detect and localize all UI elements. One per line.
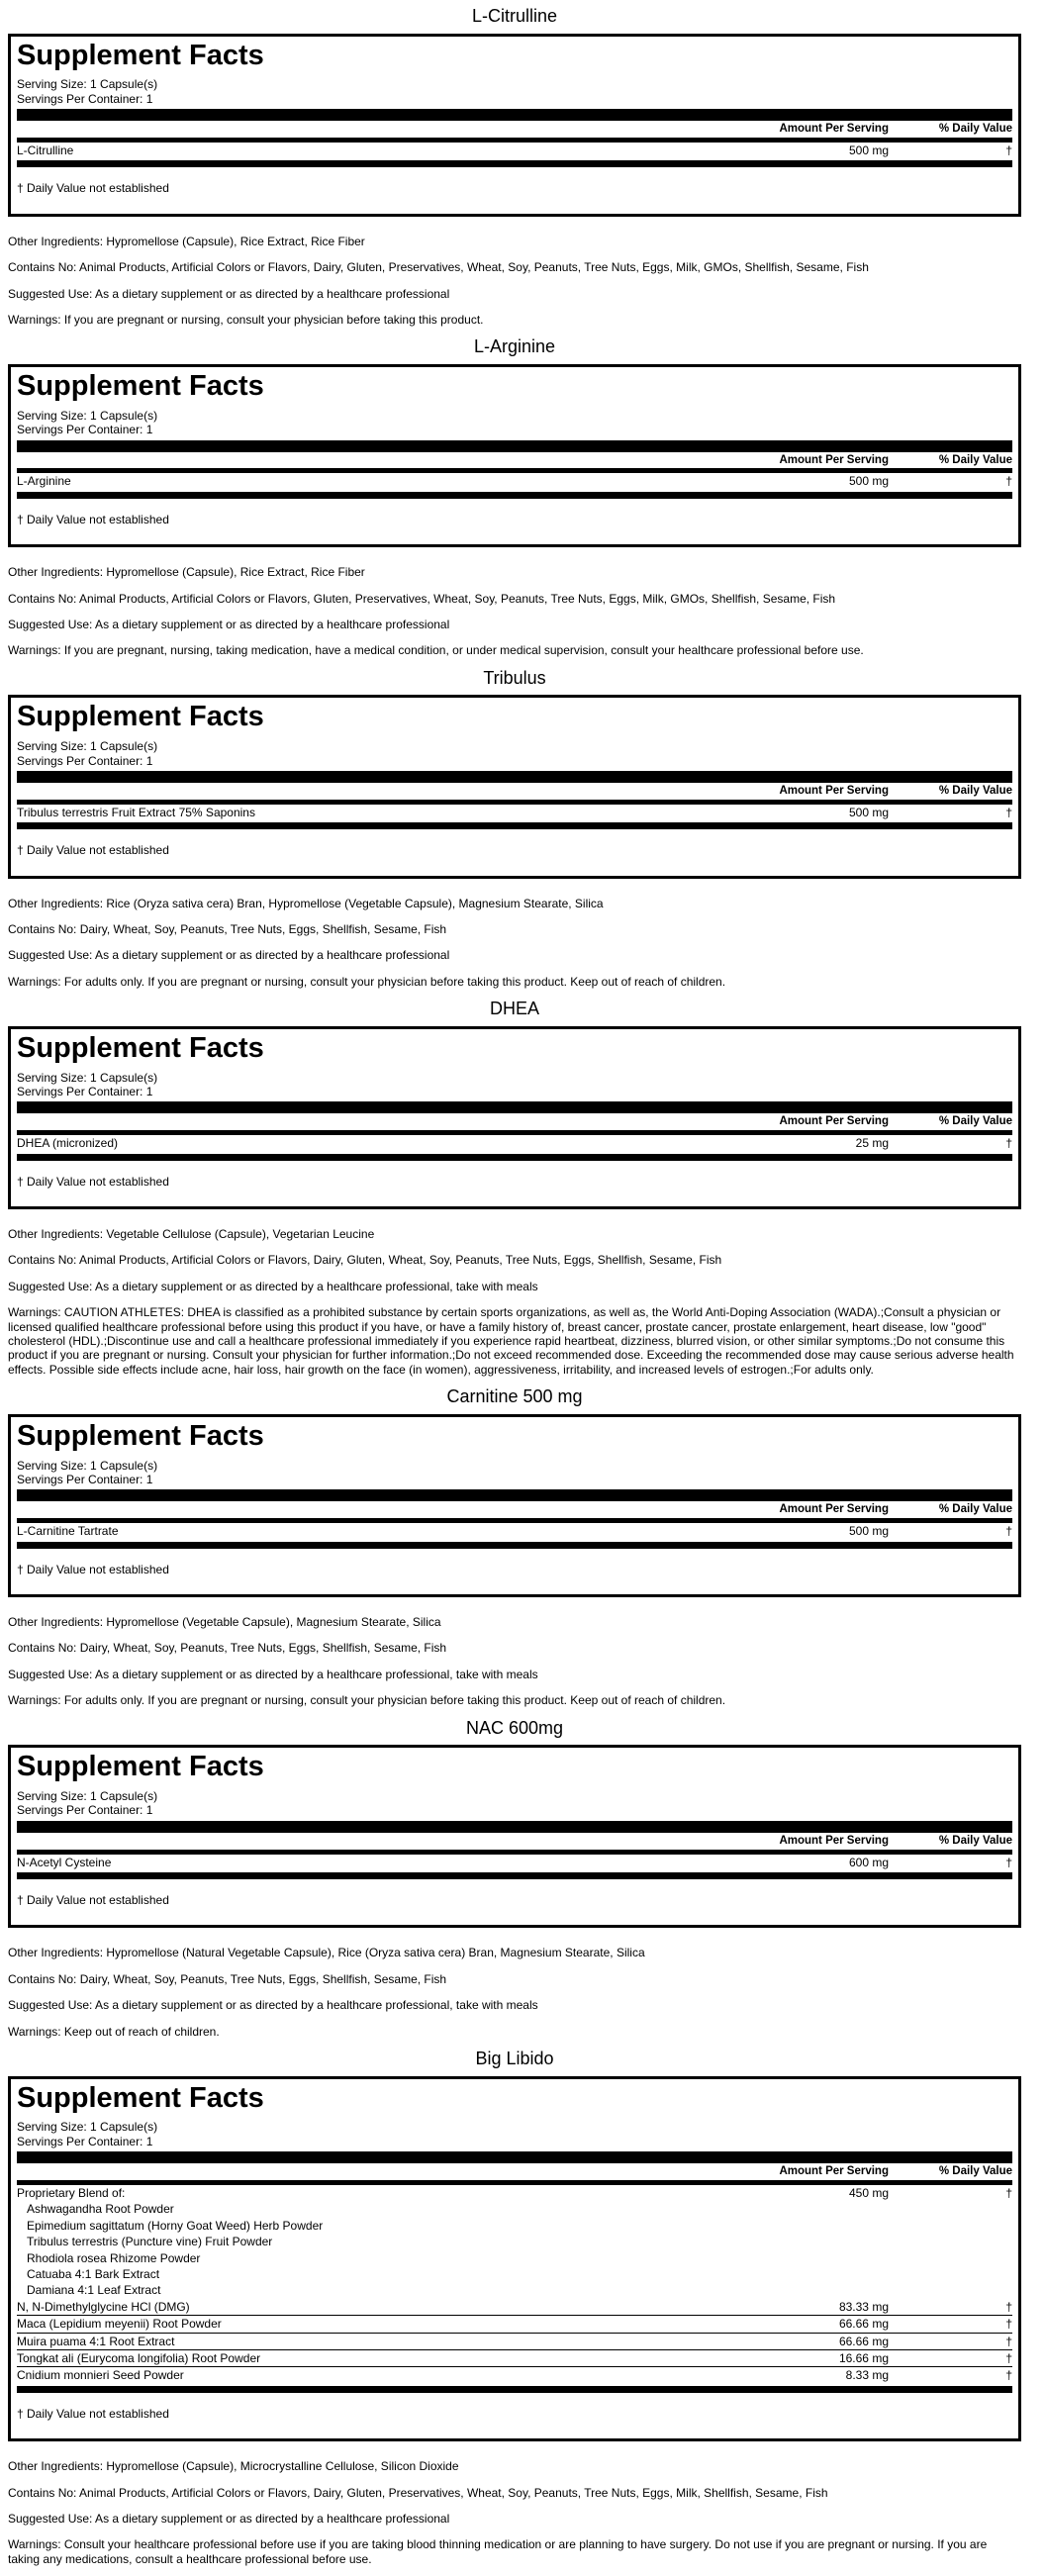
amount-per-serving-header: Amount Per Serving — [779, 2165, 889, 2178]
ingredient-row — [17, 2234, 1012, 2249]
ingredient-name: Epimedium sagittatum (Horny Goat Weed) Herb Powder — [27, 2218, 324, 2233]
other-ingredients: Other Ingredients: Rice (Oryza sativa cera) Bran, Hypromellose (Vegetable Capsule), Magnesium Stearate, Silica — [8, 896, 604, 910]
facts-heading: Supplement Facts — [17, 1751, 264, 1783]
ingredient-daily-value: † — [1005, 1855, 1012, 1869]
facts-column-headers — [17, 783, 1012, 800]
divider-bottom — [17, 160, 1012, 167]
ingredient-row — [17, 2349, 1012, 2366]
serving-size: Serving Size: 1 Capsule(s) — [17, 2120, 158, 2135]
daily-value-note: † Daily Value not established — [17, 1174, 169, 1189]
ingredient-amount: 500 mg — [848, 143, 889, 158]
ingredient-amount: 83.33 mg — [838, 2299, 889, 2314]
facts-column-headers — [17, 121, 1012, 138]
facts-heading: Supplement Facts — [17, 1419, 264, 1452]
contains-no: Contains No: Animal Products, Artificial Colors or Flavors, Dairy, Gluten, Preservatives, Wheat, Soy, Peanuts, Tree Nuts, Eggs, Milk, Shellfish, Sesame, Fish — [8, 2485, 828, 2500]
contains-no: Contains No: Dairy, Wheat, Soy, Peanuts, Tree Nuts, Eggs, Shellfish, Sesame, Fish — [8, 1971, 447, 1986]
supplement-facts-panel — [8, 1745, 1021, 1928]
daily-value-header: % Daily Value — [938, 123, 1012, 136]
supplement-facts-panel — [8, 1026, 1021, 1209]
servings-per-container: Servings Per Container: 1 — [17, 1085, 153, 1099]
warnings: Warnings: Consult your healthcare professional before use if you are taking blood thinning medication or are planning to have surgery. Do not use if you are pregnant or nursing. If you are taking any medications, consult a healthcare professional before use. — [8, 2537, 988, 2566]
contains-no: Contains No: Dairy, Wheat, Soy, Peanuts, Tree Nuts, Eggs, Shellfish, Sesame, Fish — [8, 1641, 447, 1656]
ingredient-amount: 16.66 mg — [838, 2350, 889, 2365]
divider-thick — [17, 2151, 1012, 2163]
contains-no: Contains No: Animal Products, Artificial Colors or Flavors, Dairy, Gluten, Wheat, Soy, Peanuts, Tree Nuts, Eggs, Shellfish, Sesame, Fish — [8, 1253, 722, 1268]
suggested-use: Suggested Use: As a dietary supplement or as directed by a healthcare professional, take with meals — [8, 1279, 538, 1293]
ingredient-amount: 66.66 mg — [838, 2334, 889, 2348]
amount-per-serving-header: Amount Per Serving — [779, 1503, 889, 1516]
ingredient-row — [17, 138, 1012, 158]
other-ingredients: Other Ingredients: Vegetable Cellulose (Capsule), Vegetarian Leucine — [8, 1227, 375, 1242]
product-title: Big Libido — [475, 2049, 554, 2068]
amount-per-serving-header: Amount Per Serving — [779, 453, 889, 466]
ingredient-name: N, N-Dimethylglycine HCl (DMG) — [17, 2299, 190, 2314]
divider-thick — [17, 440, 1012, 452]
product-title: L-Arginine — [473, 336, 556, 357]
servings-per-container: Servings Per Container: 1 — [17, 1803, 153, 1818]
facts-column-headers — [17, 452, 1012, 469]
product-section — [8, 336, 1021, 657]
suggested-use: Suggested Use: As a dietary supplement or as directed by a healthcare professional — [8, 948, 450, 963]
daily-value-note: † Daily Value not established — [17, 1562, 169, 1576]
divider-thick — [17, 1489, 1012, 1501]
product-title: NAC 600mg — [465, 1717, 564, 1738]
facts-heading: Supplement Facts — [17, 701, 264, 733]
ingredient-row — [17, 2266, 1012, 2282]
ingredient-name: DHEA (micronized) — [17, 1136, 119, 1151]
ingredient-row — [17, 1518, 1012, 1539]
ingredient-amount: 25 mg — [855, 1136, 889, 1151]
ingredient-amount: 450 mg — [848, 2186, 889, 2201]
product-title: L-Citrulline — [471, 6, 558, 26]
daily-value-header: % Daily Value — [938, 453, 1012, 466]
daily-value-header: % Daily Value — [938, 2165, 1012, 2178]
product-section — [8, 668, 1021, 989]
facts-column-headers — [17, 1833, 1012, 1850]
warnings: Warnings: Keep out of reach of children. — [8, 2024, 220, 2039]
ingredient-name: Rhodiola rosea Rhizome Powder — [27, 2250, 201, 2265]
divider-thick — [17, 1101, 1012, 1113]
warnings: Warnings: If you are pregnant or nursing, consult your physician before taking this product. — [8, 313, 484, 328]
daily-value-header: % Daily Value — [938, 1503, 1012, 1516]
ingredient-name: L-Arginine — [17, 474, 71, 489]
ingredient-name: Tongkat ali (Eurycoma longifolia) Root Powder — [17, 2350, 261, 2365]
amount-per-serving-header: Amount Per Serving — [779, 1115, 889, 1128]
amount-per-serving-header: Amount Per Serving — [779, 1834, 889, 1847]
daily-value-header: % Daily Value — [938, 1115, 1012, 1128]
ingredient-row — [17, 2218, 1012, 2234]
ingredient-daily-value: † — [1005, 474, 1012, 489]
other-ingredients: Other Ingredients: Hypromellose (Capsule), Microcrystalline Cellulose, Silicon Dioxide — [8, 2459, 459, 2474]
ingredient-row — [17, 2366, 1012, 2383]
ingredient-daily-value: † — [1005, 2317, 1012, 2332]
facts-column-headers — [17, 2163, 1012, 2180]
facts-heading: Supplement Facts — [17, 370, 264, 402]
ingredient-daily-value: † — [1005, 2368, 1012, 2383]
daily-value-note: † Daily Value not established — [17, 181, 169, 196]
serving-size: Serving Size: 1 Capsule(s) — [17, 1789, 158, 1804]
divider-bottom — [17, 1872, 1012, 1879]
other-ingredients: Other Ingredients: Hypromellose (Natural Vegetable Capsule), Rice (Oryza sativa cera) Bran, Magnesium Stearate, Silica — [8, 1946, 645, 1960]
supplement-facts-panel — [8, 34, 1021, 217]
ingredient-row — [17, 2299, 1012, 2315]
ingredient-row — [17, 800, 1012, 820]
divider-bottom — [17, 492, 1012, 499]
servings-per-container: Servings Per Container: 1 — [17, 423, 153, 437]
warnings: Warnings: If you are pregnant, nursing, taking medication, have a medical condition, or under medical supervision, consult your healthcare professional before use. — [8, 643, 864, 658]
ingredient-name: Cnidium monnieri Seed Powder — [17, 2368, 184, 2383]
suggested-use: Suggested Use: As a dietary supplement or as directed by a healthcare professional — [8, 618, 450, 632]
ingredient-row — [17, 468, 1012, 489]
ingredient-row — [17, 2180, 1012, 2201]
other-ingredients: Other Ingredients: Hypromellose (Capsule), Rice Extract, Rice Fiber — [8, 565, 365, 580]
facts-heading: Supplement Facts — [17, 39, 264, 71]
divider-thick — [17, 771, 1012, 783]
divider-bottom — [17, 2386, 1012, 2393]
daily-value-note: † Daily Value not established — [17, 512, 169, 526]
serving-size: Serving Size: 1 Capsule(s) — [17, 1070, 158, 1085]
ingredient-daily-value: † — [1005, 2186, 1012, 2201]
ingredient-name: N-Acetyl Cysteine — [17, 1855, 112, 1869]
amount-per-serving-header: Amount Per Serving — [779, 785, 889, 798]
contains-no: Contains No: Animal Products, Artificial Colors or Flavors, Gluten, Preservatives, Wheat, Soy, Peanuts, Tree Nuts, Eggs, Milk, GMOs, Shellfish, Sesame, Fish — [8, 591, 836, 606]
serving-size: Serving Size: 1 Capsule(s) — [17, 77, 158, 92]
servings-per-container: Servings Per Container: 1 — [17, 1473, 153, 1487]
warnings: Warnings: For adults only. If you are pregnant or nursing, consult your physician before taking this product. Keep out of reach of children. — [8, 974, 726, 989]
ingredient-name: Maca (Lepidium meyenii) Root Powder — [17, 2317, 222, 2332]
ingredient-name: Proprietary Blend of: — [17, 2186, 126, 2201]
ingredient-daily-value: † — [1005, 1136, 1012, 1151]
daily-value-note: † Daily Value not established — [17, 843, 169, 858]
ingredient-name: Tribulus terrestris Fruit Extract 75% Saponins — [17, 805, 255, 819]
ingredient-name: Ashwagandha Root Powder — [27, 2202, 174, 2217]
supplement-facts-panel — [8, 2076, 1021, 2442]
servings-per-container: Servings Per Container: 1 — [17, 753, 153, 768]
ingredient-row — [17, 2315, 1012, 2332]
ingredient-name: Tribulus terrestris (Puncture vine) Fruit Powder — [27, 2235, 273, 2249]
other-ingredients: Other Ingredients: Hypromellose (Capsule), Rice Extract, Rice Fiber — [8, 234, 365, 248]
ingredient-amount: 500 mg — [848, 474, 889, 489]
facts-column-headers — [17, 1501, 1012, 1518]
ingredient-row — [17, 1130, 1012, 1151]
ingredient-row — [17, 2201, 1012, 2217]
divider-bottom — [17, 822, 1012, 829]
supplement-facts-panel — [8, 695, 1021, 878]
ingredient-name: Muira puama 4:1 Root Extract — [17, 2334, 175, 2348]
ingredient-amount: 8.33 mg — [845, 2368, 889, 2383]
daily-value-note: † Daily Value not established — [17, 1893, 169, 1908]
ingredient-amount: 500 mg — [848, 805, 889, 819]
product-section — [8, 1718, 1021, 2039]
divider-thick — [17, 1821, 1012, 1833]
servings-per-container: Servings Per Container: 1 — [17, 91, 153, 106]
warnings: Warnings: For adults only. If you are pregnant or nursing, consult your physician before taking this product. Keep out of reach of children. — [8, 1693, 726, 1708]
daily-value-note: † Daily Value not established — [17, 2406, 169, 2421]
ingredient-daily-value: † — [1005, 2350, 1012, 2365]
product-section — [8, 1386, 1021, 1707]
contains-no: Contains No: Animal Products, Artificial Colors or Flavors, Dairy, Gluten, Preservatives, Wheat, Soy, Peanuts, Tree Nuts, Eggs, Milk, GMOs, Shellfish, Sesame, Fish — [8, 260, 869, 275]
warnings: Warnings: CAUTION ATHLETES: DHEA is classified as a prohibited substance by certain sports organizations, as well as, the World Anti-Doping Association (WADA).;Consult a physician or licensed qualified healthcare professional before using this product if you have, or have a family history of, breast cancer, prostate cancer, prostate enlargement, heart disease, low "good" cholesterol (HDL).;Discontinue use and call a healthcare professional immediately if you experience rapid heartbeat, dizziness, blurred vision, or other similar symptoms.;Do not consume this product if you are pregnant or nursing. Consult your physician for further information.;Do not exceed recommended dose. Exceeding the recommended dose may cause serious adverse health effects. Possible side effects include acne, hair loss, hair growth on the face (in women), aggressiveness, irritability, and increased levels of estrogen.;For adults only. — [8, 1305, 1014, 1377]
divider-bottom — [17, 1154, 1012, 1161]
servings-per-container: Servings Per Container: 1 — [17, 2134, 153, 2148]
daily-value-header: % Daily Value — [938, 785, 1012, 798]
suggested-use: Suggested Use: As a dietary supplement or as directed by a healthcare professional — [8, 2511, 450, 2526]
contains-no: Contains No: Dairy, Wheat, Soy, Peanuts, Tree Nuts, Eggs, Shellfish, Sesame, Fish — [8, 922, 447, 937]
divider-bottom — [17, 1542, 1012, 1549]
ingredient-daily-value: † — [1005, 1524, 1012, 1539]
ingredient-row — [17, 2250, 1012, 2266]
product-title: Carnitine 500 mg — [446, 1386, 583, 1407]
supplement-facts-panel — [8, 1414, 1021, 1597]
ingredient-daily-value: † — [1005, 805, 1012, 819]
ingredient-daily-value: † — [1005, 143, 1012, 158]
product-title: DHEA — [489, 999, 539, 1019]
suggested-use: Suggested Use: As a dietary supplement or as directed by a healthcare professional — [8, 286, 450, 301]
ingredient-name: L-Citrulline — [17, 143, 74, 158]
ingredient-amount: 500 mg — [848, 1524, 889, 1539]
divider-thick — [17, 109, 1012, 121]
ingredient-row — [17, 1850, 1012, 1870]
product-title: Tribulus — [483, 667, 546, 688]
ingredient-daily-value: † — [1005, 2334, 1012, 2348]
ingredient-name: L-Carnitine Tartrate — [17, 1524, 119, 1539]
facts-column-headers — [17, 1113, 1012, 1130]
product-section — [8, 6, 1021, 327]
suggested-use: Suggested Use: As a dietary supplement or as directed by a healthcare professional, take with meals — [8, 1998, 538, 2013]
facts-heading: Supplement Facts — [17, 1031, 264, 1064]
daily-value-header: % Daily Value — [938, 1834, 1012, 1847]
product-section — [8, 2049, 1021, 2566]
ingredient-amount: 600 mg — [848, 1855, 889, 1869]
ingredient-amount: 66.66 mg — [838, 2317, 889, 2332]
serving-size: Serving Size: 1 Capsule(s) — [17, 1458, 158, 1473]
ingredient-row — [17, 2282, 1012, 2298]
product-section — [8, 999, 1021, 1377]
ingredient-row — [17, 2333, 1012, 2349]
serving-size: Serving Size: 1 Capsule(s) — [17, 739, 158, 754]
supplement-facts-panel — [8, 364, 1021, 547]
ingredient-name: Damiana 4:1 Leaf Extract — [27, 2283, 161, 2298]
serving-size: Serving Size: 1 Capsule(s) — [17, 408, 158, 423]
facts-heading: Supplement Facts — [17, 2081, 264, 2114]
amount-per-serving-header: Amount Per Serving — [779, 123, 889, 136]
other-ingredients: Other Ingredients: Hypromellose (Vegetable Capsule), Magnesium Stearate, Silica — [8, 1615, 441, 1630]
ingredient-daily-value: † — [1005, 2299, 1012, 2314]
ingredient-name: Catuaba 4:1 Bark Extract — [27, 2267, 160, 2282]
suggested-use: Suggested Use: As a dietary supplement or as directed by a healthcare professional, take with meals — [8, 1667, 538, 1681]
